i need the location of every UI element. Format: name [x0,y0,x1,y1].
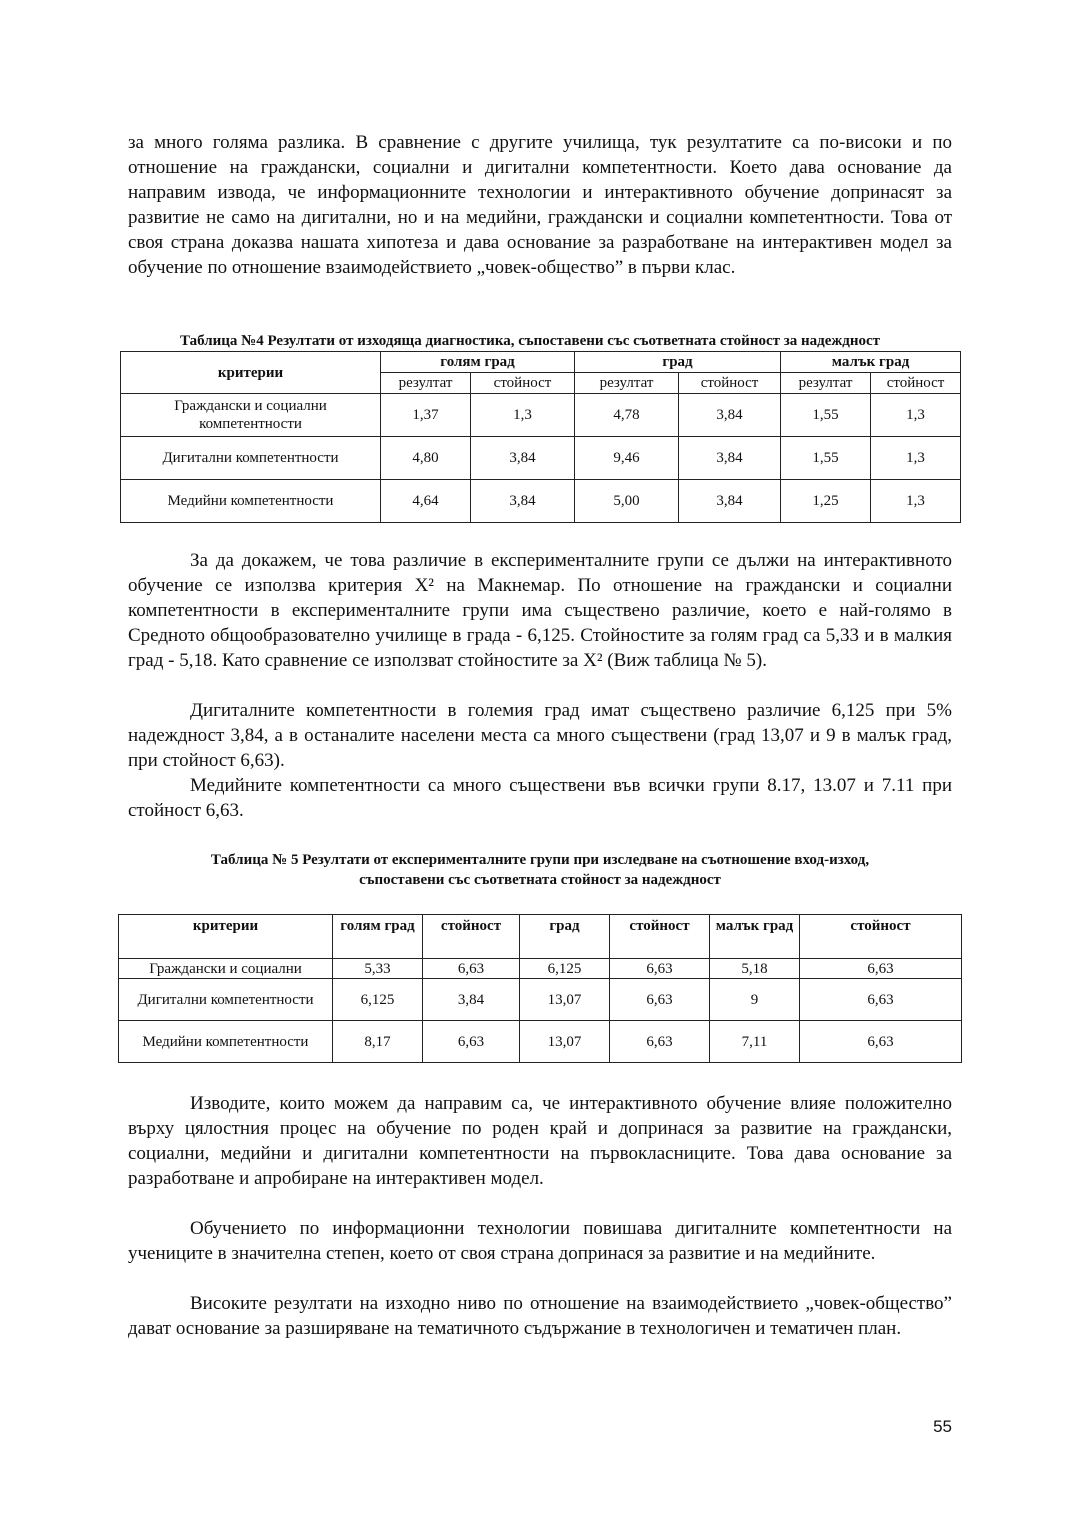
paragraph-media: Медийните компетентности са много съществени във всички групи 8.17, 13.07 и 7.11 при стойност 6,63. [128,775,952,821]
table5-caption-line2: съпоставени със съответната стойност за надеждност [359,872,721,888]
cell: 3,84 [471,437,575,480]
table-row [121,394,961,437]
row-label: Дигитални компетентности [119,979,333,1021]
cell: 1,55 [781,394,871,437]
cell: 1,3 [871,394,961,437]
cell: 1,25 [781,480,871,523]
paragraph-conclusions: Изводите, които можем да направим са, че интерактивното обучение влияе положително върху цялостния процес на обучение по роден край и допринася за развитие на граждански, социални, медийни и дигитални компетентности на първокласниците. Това дава основание за разработване и апробиране на интерактивен модел. [128,1093,952,1189]
t4-subheader-value: стойност [471,373,575,394]
cell: 6,63 [610,1021,710,1063]
t4-header-big-city: голям град [381,352,575,373]
table-row [119,959,962,979]
cell: 6,63 [800,979,962,1021]
t4-subheader-result: резултат [575,373,679,394]
cell: 6,63 [423,959,520,979]
cell: 3,84 [471,480,575,523]
t4-header-small-town: малък град [781,352,961,373]
paragraph-it-training: Обучението по информационни технологии повишава дигиталните компетентности на учениците в значителна степен, което от своя страна допринася за развитие и на медийните. [128,1218,952,1264]
cell: 4,80 [381,437,471,480]
page-number: 55 [933,1417,952,1436]
cell: 6,125 [333,979,423,1021]
cell: 5,18 [710,959,800,979]
t5-header-city: град [520,915,610,959]
cell: 8,17 [333,1021,423,1063]
cell: 13,07 [520,979,610,1021]
cell: 1,55 [781,437,871,480]
cell: 9,46 [575,437,679,480]
row-label: Граждански и социални [119,959,333,979]
t5-header-small-town: малък град [710,915,800,959]
row-label: Медийни компетентности [119,1021,333,1063]
table-row [121,480,961,523]
cell: 1,3 [871,437,961,480]
t5-header-value: стойност [800,915,962,959]
cell: 6,63 [800,1021,962,1063]
table4-caption: Таблица №4 Резултати от изходяща диагностика, съпоставени със съответната стойност за надеждност [179,333,881,349]
cell: 6,63 [610,959,710,979]
cell: 5,33 [333,959,423,979]
row-label: Медийни компетентности [121,480,381,523]
t4-subheader-result: резултат [381,373,471,394]
t4-subheader-result: резултат [781,373,871,394]
cell: 1,37 [381,394,471,437]
row-label: Дигитални компетентности [121,437,381,480]
t4-subheader-value: стойност [679,373,781,394]
cell: 9 [710,979,800,1021]
paragraph-digital: Дигиталните компетентности в големия град имат съществено различие 6,125 при 5% надеждност 3,84, а в останалите населени места са много съществени (град 13,07 и 9 в малък град, при стойност 6,63). [128,700,952,771]
cell: 13,07 [520,1021,610,1063]
table4 [120,351,961,523]
cell: 1,3 [871,480,961,523]
t5-header-value: стойност [423,915,520,959]
cell: 6,125 [520,959,610,979]
cell: 3,84 [679,394,781,437]
table-row [119,1021,962,1063]
cell: 5,00 [575,480,679,523]
cell: 3,84 [679,480,781,523]
row-label: Граждански и социални компетентности [121,394,381,437]
cell: 6,63 [423,1021,520,1063]
table-row [121,437,961,480]
cell: 6,63 [800,959,962,979]
t4-header-criteria: критерии [121,352,381,394]
paragraph-mcnemar: За да докажем, че това различие в експерименталните групи се дължи на интерактивното обучение се използва критерия Х² на Макнемар. По отношение на граждански и социални компетентности в експерименталните групи има съществено различие, което е най-голямо в Средното общообразователно училище в града - 6,125. Стойностите за голям град са 5,33 и в малкия град - 5,18. Като сравнение се използват стойностите за Х² (Виж таблица № 5). [128,550,952,671]
cell: 4,78 [575,394,679,437]
t5-header-big-city: голям град [333,915,423,959]
cell: 3,84 [679,437,781,480]
cell: 7,11 [710,1021,800,1063]
table-row [119,979,962,1021]
cell: 6,63 [610,979,710,1021]
table5 [118,914,962,1063]
t5-header-criteria: критерии [119,915,333,959]
cell: 4,64 [381,480,471,523]
paragraph-intro: за много голяма разлика. В сравнение с другите училища, тук резултатите са по-високи и по отношение на граждански, социални и дигитални компетентности. Което дава основание да направим извода, че информационните технологии и интерактивното обучение допринасят за развитие не само на дигитални, но и на медийни, граждански и социални компетентности. Това от своя страна доказва нашата хипотеза и дава основание за разработване на интерактивен модел за обучение по отношение взаимодействието „човек-общество” в първи клас. [128,132,952,278]
paragraph-high-results: Високите резултати на изходно ниво по отношение на взаимодействието „човек-общество” дават основание за разширяване на тематичното съдържание в технологичен и тематичен план. [128,1293,952,1339]
t4-header-city: град [575,352,781,373]
t4-subheader-value: стойност [871,373,961,394]
cell: 1,3 [471,394,575,437]
table5-caption-line1: Таблица № 5 Резултати от експерименталните групи при изследване на съотношение вход-изход, [210,852,870,868]
t5-header-value: стойност [610,915,710,959]
cell: 3,84 [423,979,520,1021]
